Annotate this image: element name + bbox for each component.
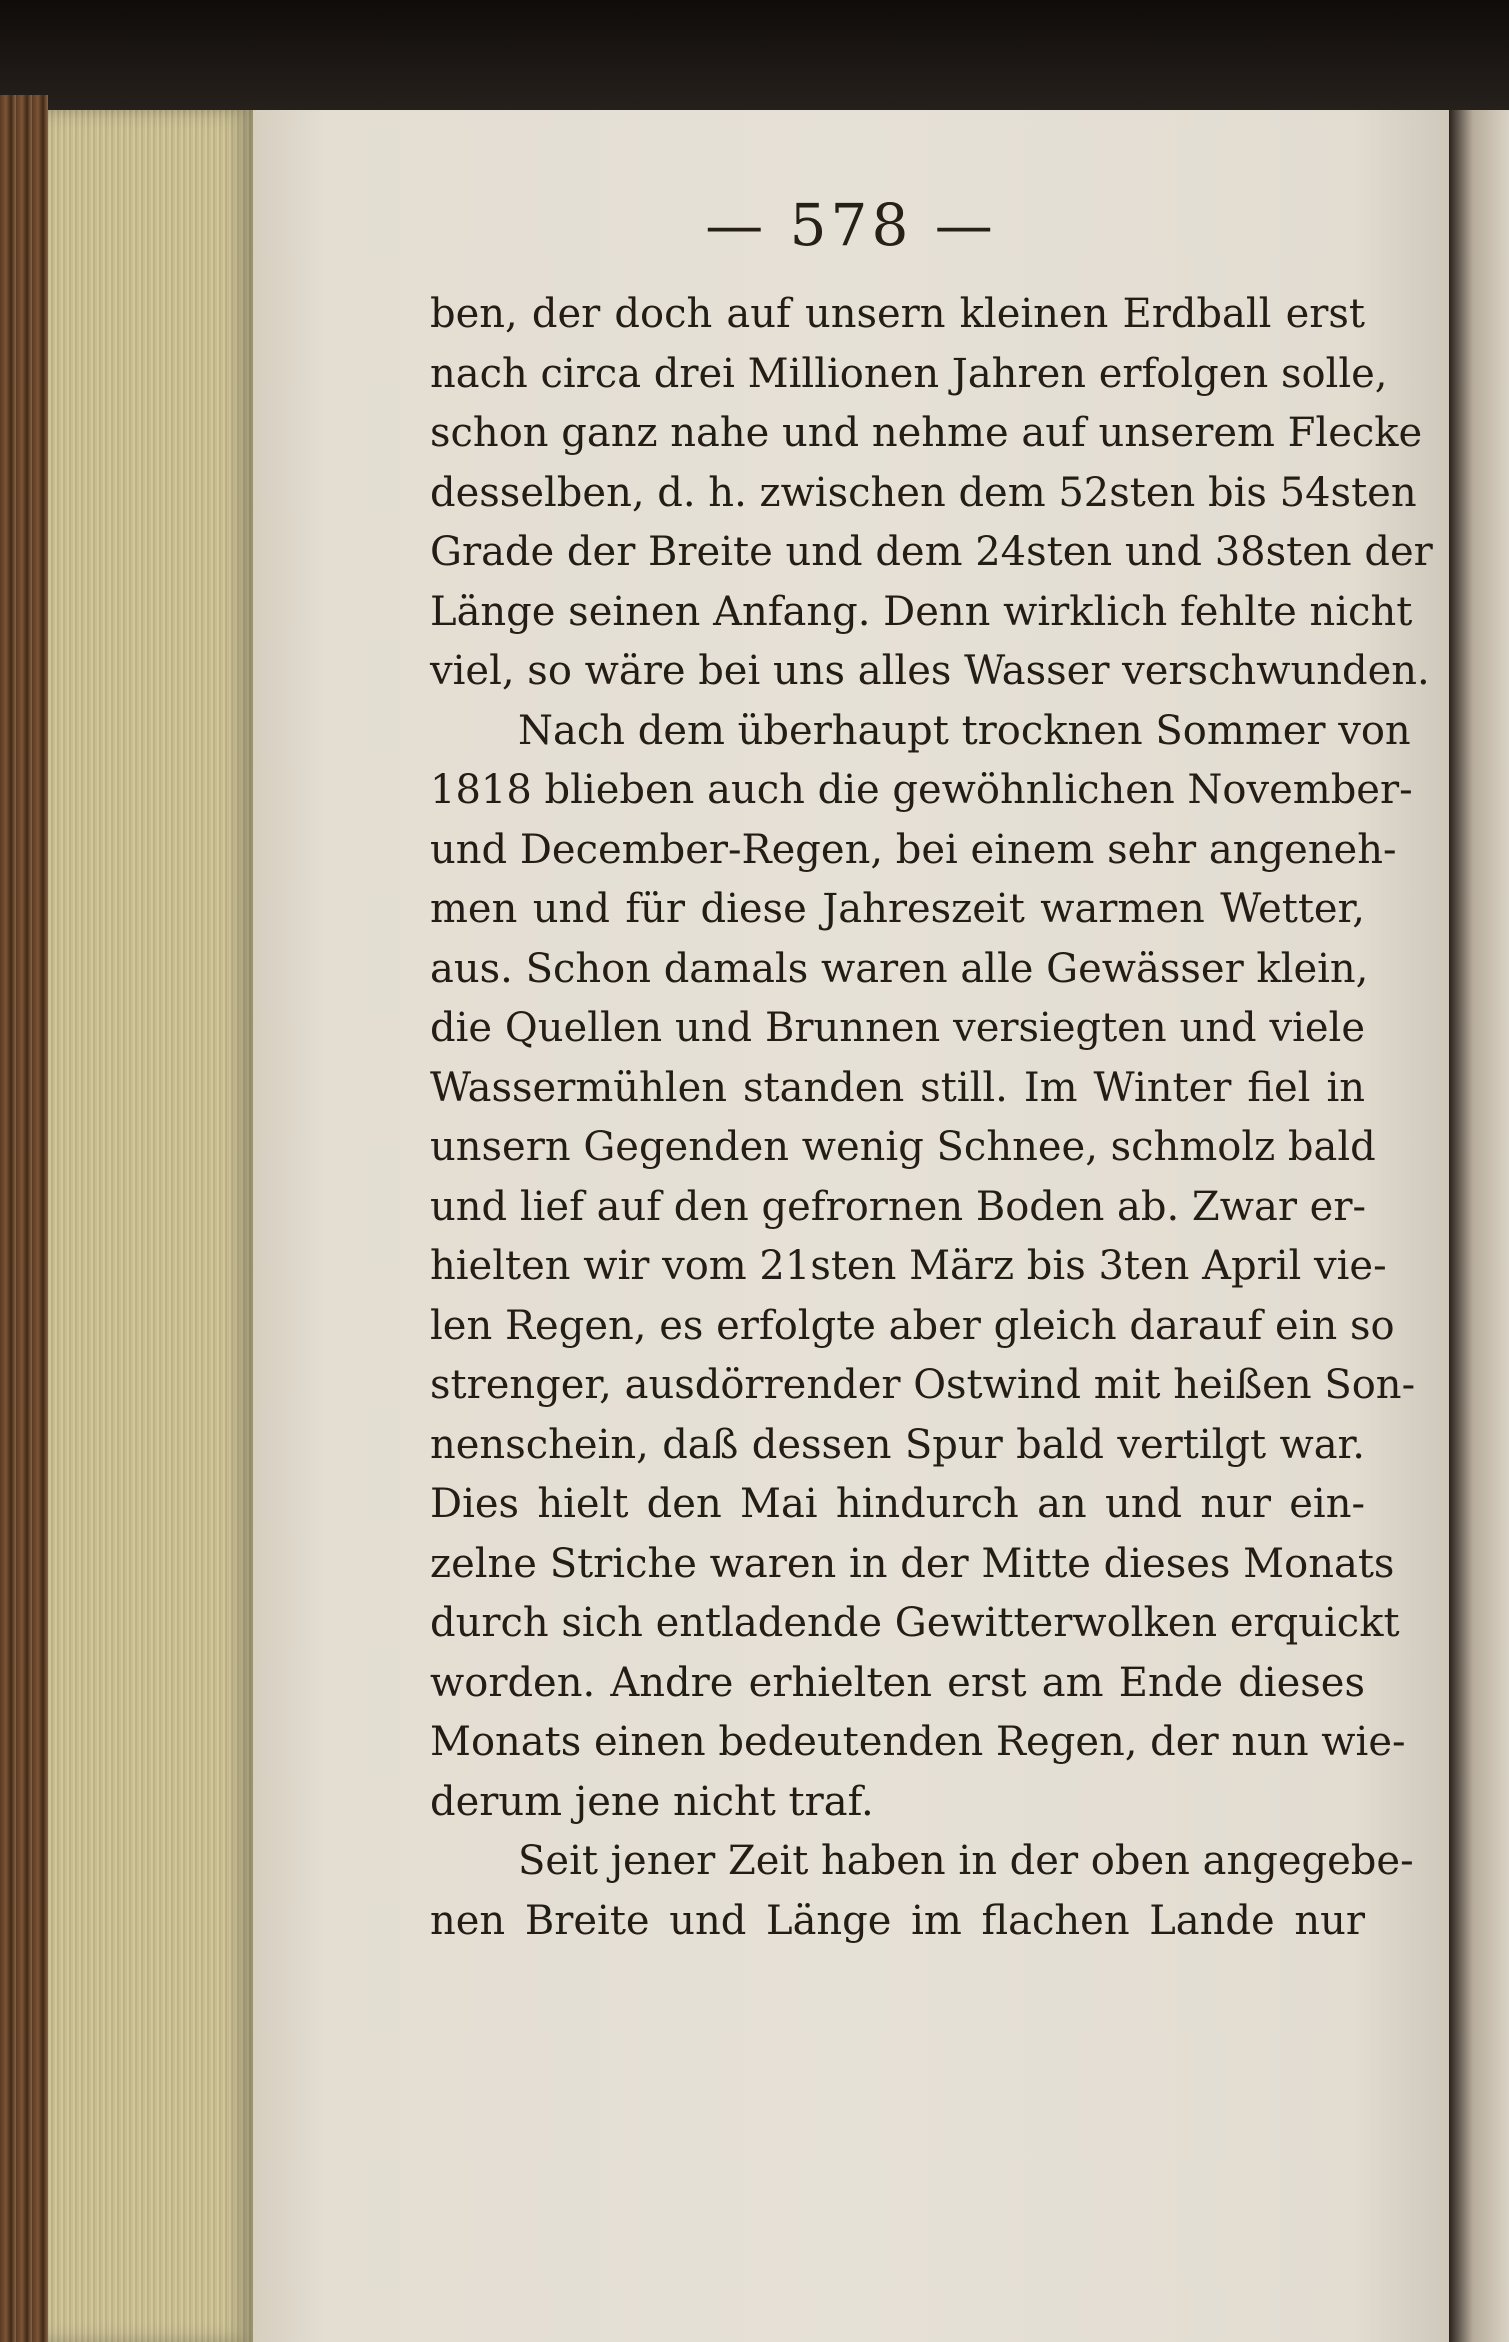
body-text (430, 285, 1433, 1951)
text-line: schon ganz nahe und nehme auf unserem Flecke (430, 410, 1423, 456)
text-line: nenschein, daß dessen Spur bald vertilgt war. (430, 1421, 1365, 1468)
text-line: worden. Andre erhielten erst am Ende dieses (430, 1659, 1365, 1706)
book-cover-edge (0, 95, 48, 2342)
text-line: men und für diese Jahreszeit warmen Wetter, (430, 886, 1365, 932)
text-line: Monats einen bedeutenden Regen, der nun wie- (430, 1719, 1406, 1765)
text-line: Grade der Breite und dem 24sten und 38sten der (430, 529, 1433, 575)
text-line: viel, so wäre bei uns alles Wasser verschwunden. (430, 648, 1430, 694)
text-line: die Quellen und Brunnen versiegten und viele (430, 1005, 1365, 1051)
text-line: nach circa drei Millionen Jahren erfolgen solle, (430, 350, 1388, 397)
text-line: derum jene nicht traf. (430, 1778, 874, 1825)
text-line: hielten wir vom 21sten März bis 3ten April vie- (430, 1243, 1387, 1289)
text-line: len Regen, es erfolgte aber gleich darauf ein so (430, 1302, 1395, 1349)
text-line: und December-Regen, bei einem sehr angeneh- (430, 826, 1397, 873)
page-edges (48, 110, 253, 2342)
text-line: durch sich entladende Gewitterwolken erquickt (430, 1600, 1400, 1646)
facing-page-edge (1449, 110, 1509, 2342)
text-line: aus. Schon damals waren alle Gewässer klein, (430, 945, 1369, 992)
text-line: desselben, d. h. zwischen dem 52sten bis 54sten (430, 469, 1417, 516)
text-line: Dies hielt den Mai hindurch an und nur ein- (430, 1481, 1365, 1527)
text-line: und lief auf den gefrornen Boden ab. Zwar er- (430, 1183, 1366, 1230)
text-line: unsern Gegenden wenig Schnee, schmolz bald (430, 1124, 1376, 1170)
page-number: — 578 — (705, 191, 997, 259)
text-line: Länge seinen Anfang. Denn wirklich fehlte nicht (430, 588, 1413, 635)
background-top (0, 0, 1509, 110)
text-line: Wassermühlen standen still. Im Winter fiel in (430, 1064, 1365, 1111)
text-line: 1818 blieben auch die gewöhnlichen November- (430, 767, 1413, 813)
text-line: nen Breite und Länge im flachen Lande nur (430, 1897, 1365, 1944)
text-line: strenger, ausdörrender Ostwind mit heißen Son- (430, 1362, 1416, 1408)
text-line: Seit jener Zeit haben in der oben angegebe- (518, 1838, 1414, 1884)
text-line: ben, der doch auf unsern kleinen Erdball erst (430, 291, 1365, 337)
text-line: zelne Striche waren in der Mitte dieses Monats (430, 1540, 1395, 1587)
text-line: Nach dem überhaupt trocknen Sommer von (518, 707, 1411, 754)
